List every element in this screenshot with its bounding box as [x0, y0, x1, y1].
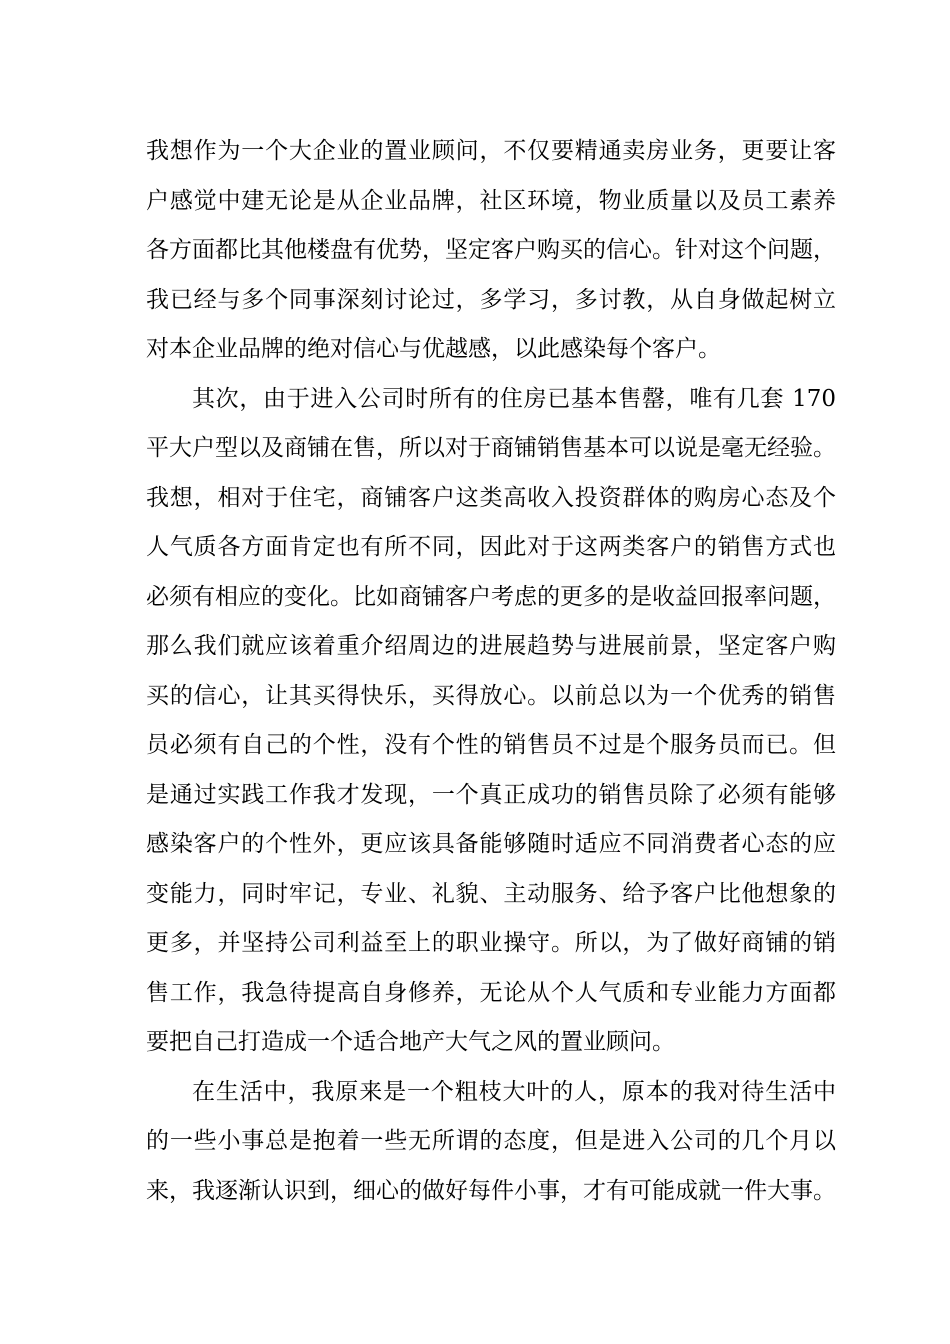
text-line: 平大户型以及商铺在售，所以对于商铺销售基本可以说是毫无经验。	[146, 435, 836, 461]
text-line: 户感觉中建无论是从企业品牌，社区环境，物业质量以及员工素养	[146, 187, 836, 214]
text-line: 售工作，我急待提高自身修养，无论从个人气质和专业能力方面都	[146, 979, 836, 1006]
paragraph-first-line: 其次，由于进入公司时所有的住房已基本售罄，唯有几套 170	[192, 385, 836, 412]
text-line: 我已经与多个同事深刻讨论过，多学习，多讨教，从自身做起树立	[146, 286, 836, 313]
text-line: 必须有相应的变化。比如商铺客户考虑的更多的是收益回报率问题，	[146, 583, 836, 610]
text-line: 的一些小事总是抱着一些无所谓的态度，但是进入公司的几个月以	[146, 1128, 836, 1154]
text-line: 是通过实践工作我才发现，一个真正成功的销售员除了必须有能够	[146, 781, 836, 808]
text-line: 那么我们就应该着重介绍周边的进展趋势与进展前景，坚定客户购	[146, 633, 836, 659]
text-line: 感染客户的个性外，更应该具备能够随时适应不同消费者心态的应	[146, 831, 836, 857]
text-line: 对本企业品牌的绝对信心与优越感，以此感染每个客户。	[146, 336, 721, 362]
text-line: 人气质各方面肯定也有所不同，因此对于这两类客户的销售方式也	[146, 534, 836, 560]
text-line: 员必须有自己的个性，没有个性的销售员不过是个服务员而已。但	[146, 732, 836, 758]
text-line: 来，我逐渐认识到，细心的做好每件小事，才有可能成就一件大事。	[146, 1177, 836, 1204]
paragraph-first-line: 在生活中，我原来是一个粗枝大叶的人，原本的我对待生活中	[192, 1078, 836, 1105]
text-line: 我想作为一个大企业的置业顾问，不仅要精通卖房业务，更要让客	[146, 138, 836, 164]
text-line: 变能力，同时牢记，专业、礼貌、主动服务、给予客户比他想象的	[146, 880, 836, 907]
text-line: 各方面都比其他楼盘有优势，坚定客户购买的信心。针对这个问题，	[146, 237, 836, 263]
text-line: 我想，相对于住宅，商铺客户这类高收入投资群体的购房心态及个	[146, 484, 836, 511]
text-line: 买的信心，让其买得快乐，买得放心。以前总以为一个优秀的销售	[146, 682, 836, 709]
text-line: 要把自己打造成一个适合地产大气之风的置业顾问。	[146, 1029, 675, 1055]
document-body	[146, 127, 836, 1216]
text-line: 更多，并坚持公司利益至上的职业操守。所以，为了做好商铺的销	[146, 930, 836, 956]
